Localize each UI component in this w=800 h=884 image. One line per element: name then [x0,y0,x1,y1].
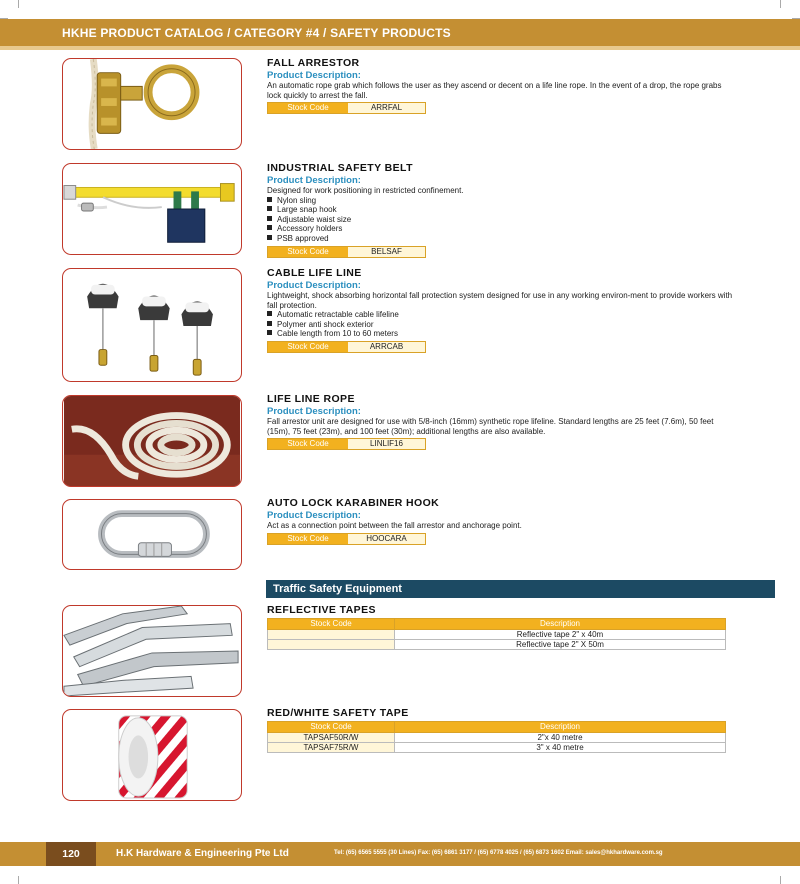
contact-info: Tel: (65) 6565 5555 (30 Lines) Fax: (65) 6861 3177 / (65) 6778 4025 / (65) 6873 1602 Email: sales@hkhardware.com.sg [334,850,663,856]
reflective-tapes-title: REFLECTIVE TAPES [267,604,376,616]
product-name: FALL ARRESTOR [267,57,360,69]
product-description-label: Product Description: [267,406,361,417]
column-header: Description [395,619,726,630]
table-row [268,640,726,650]
list-item: PSB approved [267,234,737,244]
description-cell: 3" x 40 metre [395,743,726,753]
stock-code-label: Stock Code [268,534,348,544]
red-white-tape-image [62,709,242,801]
list-item: Accessory holders [267,224,737,234]
crop-mark [780,0,781,8]
stock-code-label: Stock Code [268,342,348,352]
list-item: Nylon sling [267,196,737,206]
product-safety-belt [267,162,737,258]
header-band [0,46,800,50]
list-item: Adjustable waist size [267,215,737,225]
stock-code-label: Stock Code [268,439,348,449]
product-description: Act as a connection point between the fall arrestor and anchorage point. [267,521,522,530]
red-white-tape-title: RED/WHITE SAFETY TAPE [267,707,409,719]
product-description: Lightweight, shock absorbing horizontal fall protection system designed for use in any working environ-ment to provide workers with fall protection. [267,291,733,310]
table-row [268,733,726,743]
crop-mark [18,876,19,884]
stock-code-cell: TAPSAF75R/W [268,743,395,753]
stock-code-box [267,246,426,258]
safety-belt-image [62,163,242,255]
product-karabiner-hook [267,497,737,545]
red-white-tape-table [267,721,726,753]
reflective-tapes-table [267,618,726,650]
table-row [268,630,726,640]
description-cell: Reflective tape 2" X 50m [395,640,726,650]
column-header: Stock Code [268,619,395,630]
product-life-line-rope [267,393,737,450]
footer-bar [0,842,800,866]
product-description: An automatic rope grab which follows the user as they ascend or decent on a life line rope. In the event of a drop, the rope grabs lock quickly to arrest the fall. [267,81,722,100]
header-bar [0,19,800,46]
list-item: Large snap hook [267,205,737,215]
product-name: LIFE LINE ROPE [267,393,355,405]
cable-life-line-image [62,268,242,382]
product-cable-life-line [267,267,737,353]
description-cell: 2"x 40 metre [395,733,726,743]
karabiner-hook-image [62,499,242,570]
stock-code-cell [268,630,395,640]
stock-code-cell: TAPSAF50R/W [268,733,395,743]
life-line-rope-image [62,395,242,487]
stock-code-value: BELSAF [348,247,425,257]
page-number: 120 [46,842,96,866]
fall-arrestor-image [62,58,242,150]
crop-mark [780,876,781,884]
stock-code-value: ARRFAL [348,103,425,113]
column-header: Stock Code [268,722,395,733]
stock-code-value: HOOCARA [348,534,425,544]
table-row [268,743,726,753]
product-name: AUTO LOCK KARABINER HOOK [267,497,440,509]
product-fall-arrestor [267,57,737,114]
stock-code-box [267,341,426,353]
product-description: Designed for work positioning in restricted confinement. [267,186,464,195]
product-name: INDUSTRIAL SAFETY BELT [267,162,413,174]
list-item: Cable length from 10 to 60 meters [267,329,737,339]
stock-code-value: ARRCAB [348,342,425,352]
product-description-label: Product Description: [267,280,361,291]
product-description-label: Product Description: [267,70,361,81]
section-heading [266,580,775,598]
crop-mark [18,0,19,8]
stock-code-box [267,438,426,450]
section-title: Traffic Safety Equipment [273,583,402,595]
column-header: Description [395,722,726,733]
list-item: Polymer anti shock exterior [267,320,737,330]
stock-code-box [267,102,426,114]
page-title: HKHE PRODUCT CATALOG / CATEGORY #4 / SAFETY PRODUCTS [62,26,451,40]
reflective-tapes-image [62,605,242,697]
product-description: Fall arrestor unit are designed for use with 5/8-inch (16mm) synthetic rope lifeline. Standard lengths are 25 feet (7.6m), 50 feet (15m), 75 feet (23m), and 100 feet (30m); additional lengths are also available. [267,417,714,436]
stock-code-value: LINLIF16 [348,439,425,449]
company-name: H.K Hardware & Engineering Pte Ltd [116,848,289,859]
stock-code-label: Stock Code [268,103,348,113]
product-description-label: Product Description: [267,175,361,186]
product-name: CABLE LIFE LINE [267,267,362,279]
stock-code-label: Stock Code [268,247,348,257]
list-item: Automatic retractable cable lifeline [267,310,737,320]
feature-list [267,196,737,244]
stock-code-box [267,533,426,545]
description-cell: Reflective tape 2" x 40m [395,630,726,640]
feature-list [267,310,737,339]
product-description-label: Product Description: [267,510,361,521]
stock-code-cell [268,640,395,650]
